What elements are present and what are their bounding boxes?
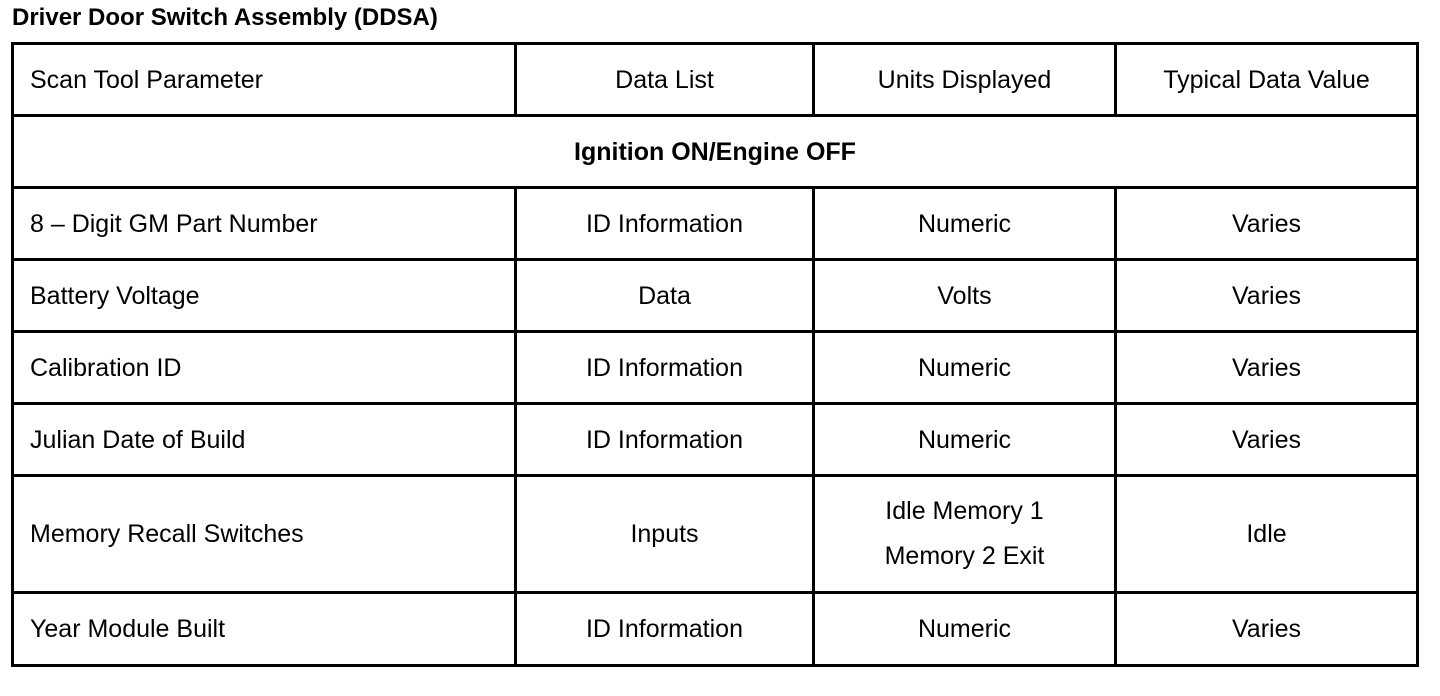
cell-parameter: Battery Voltage — [13, 260, 516, 332]
table-header-row — [13, 44, 1418, 116]
cell-data-list: ID Information — [516, 593, 814, 666]
table-row — [13, 188, 1418, 260]
cell-data-list: Inputs — [516, 476, 814, 593]
section-heading: Ignition ON/Engine OFF — [13, 116, 1418, 188]
scan-tool-data-table — [11, 42, 1419, 667]
cell-typical: Idle — [1116, 476, 1418, 593]
cell-units: Numeric — [814, 332, 1116, 404]
table-row — [13, 593, 1418, 666]
table-row — [13, 260, 1418, 332]
cell-units: Numeric — [814, 188, 1116, 260]
header-scan-tool-parameter: Scan Tool Parameter — [13, 44, 516, 116]
cell-data-list: ID Information — [516, 404, 814, 476]
cell-typical: Varies — [1116, 593, 1418, 666]
cell-data-list: Data — [516, 260, 814, 332]
header-typical-data-value: Typical Data Value — [1116, 44, 1418, 116]
section-row — [13, 116, 1418, 188]
cell-typical: Varies — [1116, 260, 1418, 332]
cell-parameter: Calibration ID — [13, 332, 516, 404]
cell-units-line-1: Idle Memory 1 — [885, 497, 1044, 525]
cell-typical: Varies — [1116, 188, 1418, 260]
cell-data-list: ID Information — [516, 332, 814, 404]
header-units-displayed: Units Displayed — [814, 44, 1116, 116]
cell-parameter: Memory Recall Switches — [13, 476, 516, 593]
cell-typical: Varies — [1116, 332, 1418, 404]
cell-units: Numeric — [814, 404, 1116, 476]
cell-units: Volts — [814, 260, 1116, 332]
cell-units — [814, 476, 1116, 593]
cell-parameter: Year Module Built — [13, 593, 516, 666]
table-row — [13, 476, 1418, 593]
document-title: Driver Door Switch Assembly (DDSA) — [12, 4, 438, 31]
cell-units: Numeric — [814, 593, 1116, 666]
table-row — [13, 332, 1418, 404]
header-data-list: Data List — [516, 44, 814, 116]
cell-parameter: Julian Date of Build — [13, 404, 516, 476]
cell-parameter: 8 – Digit GM Part Number — [13, 188, 516, 260]
cell-units-line-2: Memory 2 Exit — [884, 542, 1045, 570]
table-row — [13, 404, 1418, 476]
cell-data-list: ID Information — [516, 188, 814, 260]
cell-typical: Varies — [1116, 404, 1418, 476]
